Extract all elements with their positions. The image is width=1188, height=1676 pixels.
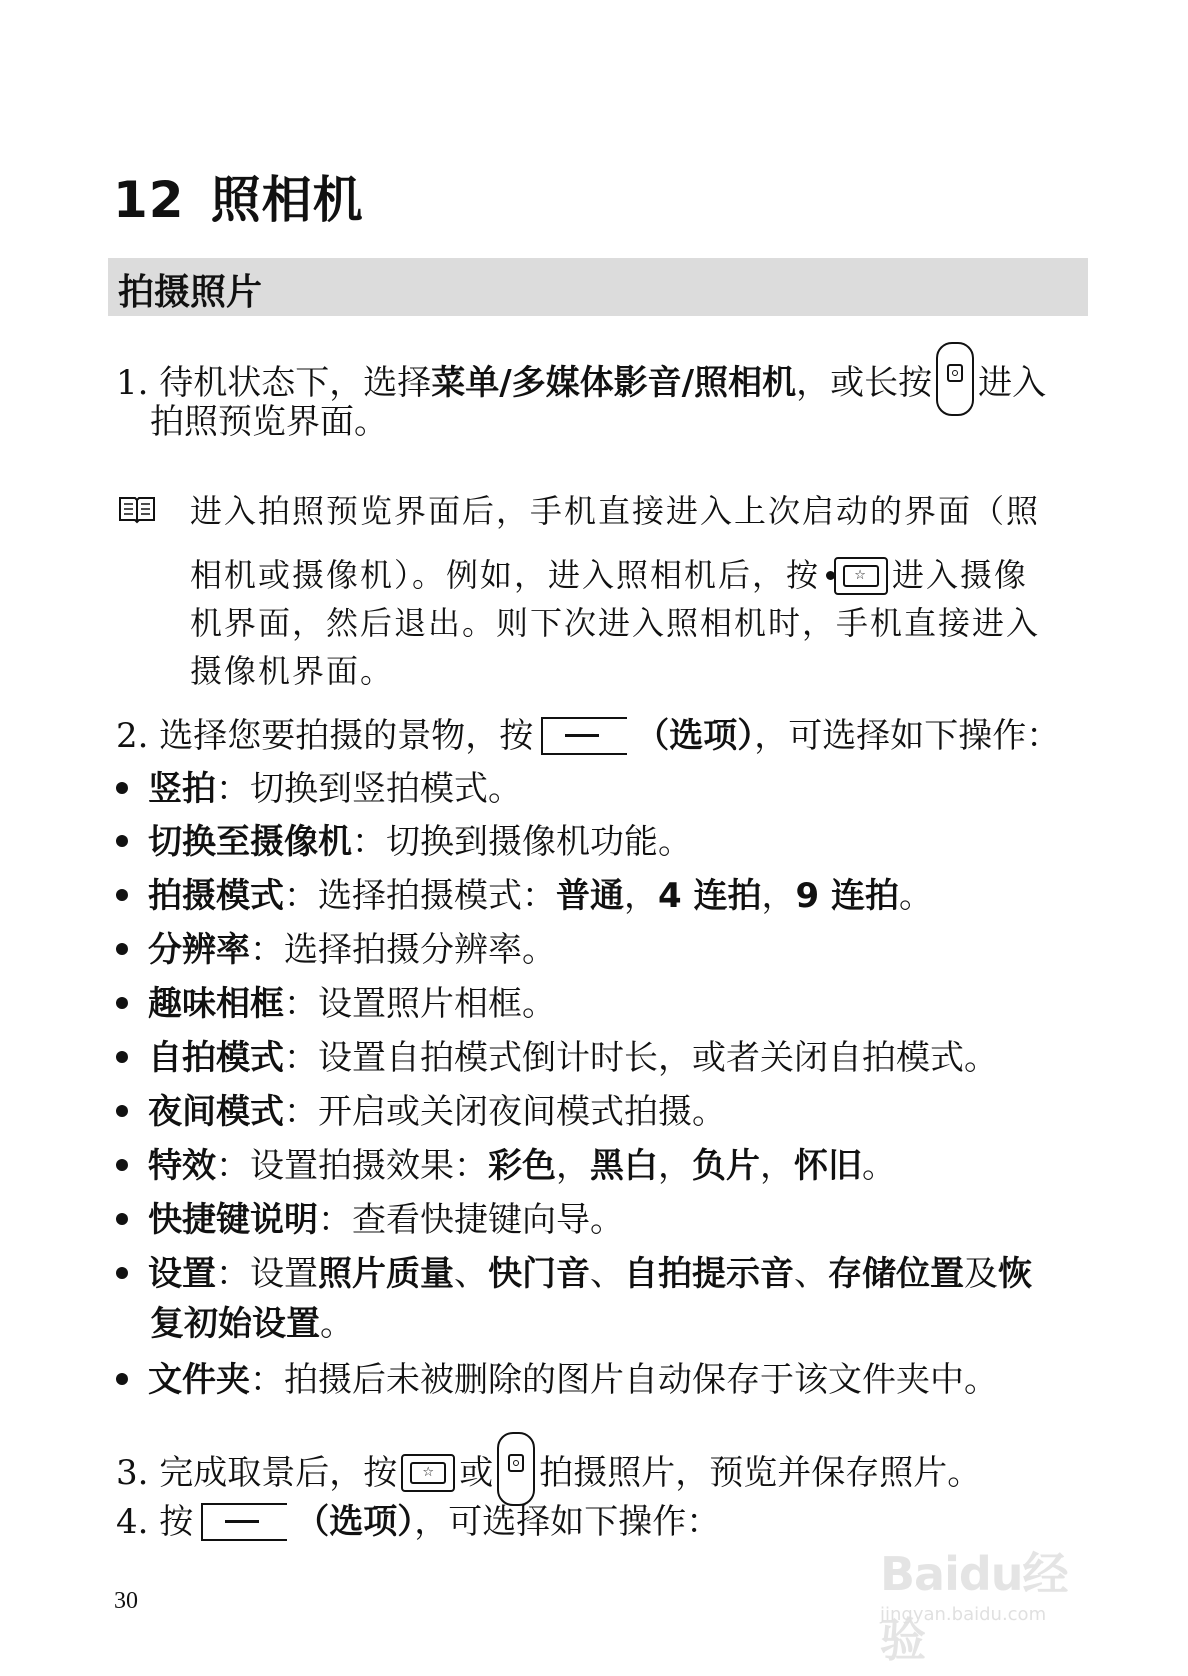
list-item: 拍摄模式：选择拍摄模式：普通，4 连拍，9 连拍。: [116, 872, 1096, 920]
list-item: 自拍模式：设置自拍模式倒计时长，或者关闭自拍模式。: [116, 1034, 1096, 1082]
bullet-icon: [116, 943, 128, 955]
step-2-line: 2. 选择您要拍摄的景物，按 （选项），可选择如下操作：: [116, 716, 1061, 756]
bullet-icon: [116, 1051, 128, 1063]
bullet-icon: [116, 997, 128, 1009]
book-note-icon: [118, 494, 156, 524]
chapter-title: [113, 160, 364, 232]
step-3-line: 3. 完成取景后，按 ☆ 或 拍摄照片，预览并保存照片。: [116, 1438, 1096, 1512]
list-item: 分辨率：选择拍摄分辨率。: [116, 926, 1096, 974]
list-item: 趣味相框：设置照片相框。: [116, 980, 1096, 1028]
bullet-icon: [116, 1267, 128, 1279]
list-item: 竖拍：切换到竖拍模式。: [116, 765, 1096, 813]
step-1-line-2: 拍照预览界面。: [150, 402, 388, 442]
ok-key-icon: ☆: [401, 1454, 455, 1492]
chapter-name: 照相机: [210, 171, 364, 229]
note-line-2: 相机或摄像机）。例如，进入照相机后，按 ☆ 进入摄像: [190, 556, 1029, 594]
ok-key-icon: ☆: [834, 557, 888, 595]
bullet-icon: [116, 1213, 128, 1225]
watermark-url: jingyan.baidu.com: [880, 1604, 1047, 1625]
step-4-line: 4. 按 （选项），可选择如下操作：: [116, 1502, 721, 1542]
watermark-brand: Baidu经验: [880, 1547, 1068, 1667]
bullet-icon: [116, 782, 128, 794]
camera-key-icon: [497, 1432, 535, 1506]
bullet-icon: [116, 835, 128, 847]
section-title: 拍摄照片: [118, 272, 263, 313]
list-item: 夜间模式：开启或关闭夜间模式拍摄。: [116, 1088, 1096, 1136]
note-line-3: 机界面，然后退出。则下次进入照相机时，手机直接进入: [190, 604, 1041, 642]
list-item: 设置：设置照片质量、快门音、自拍提示音、存储位置及恢: [116, 1250, 1096, 1298]
list-item-continuation: 复初始设置。: [150, 1304, 354, 1344]
list-item: 文件夹：拍摄后未被删除的图片自动保存于该文件夹中。: [116, 1356, 1096, 1404]
note-line-1: 进入拍照预览界面后，手机直接进入上次启动的界面（照: [190, 492, 1041, 530]
bullet-icon: [116, 1159, 128, 1171]
bullet-icon: [116, 889, 128, 901]
bullet-icon: [116, 1105, 128, 1117]
left-softkey-icon: [541, 717, 627, 755]
baidu-watermark: [850, 1520, 1090, 1667]
step-1-line-1: 1. 待机状态下，选择菜单/多媒体影音/照相机，或长按 进入: [116, 348, 1096, 422]
page-number: 30: [114, 1588, 138, 1614]
bullet-icon: [116, 1373, 128, 1385]
note-line-4: 摄像机界面。: [190, 652, 395, 690]
list-item: 特效：设置拍摄效果：彩色，黑白，负片，怀旧。: [116, 1142, 1096, 1190]
menu-path: 菜单/多媒体影音/照相机: [431, 363, 797, 403]
list-item: 切换至摄像机：切换到摄像机功能。: [116, 818, 1096, 866]
list-item: 快捷键说明：查看快捷键向导。: [116, 1196, 1096, 1244]
chapter-number: 12: [113, 171, 185, 229]
left-softkey-icon: [201, 1503, 287, 1541]
section-header-bar: [108, 258, 1088, 316]
